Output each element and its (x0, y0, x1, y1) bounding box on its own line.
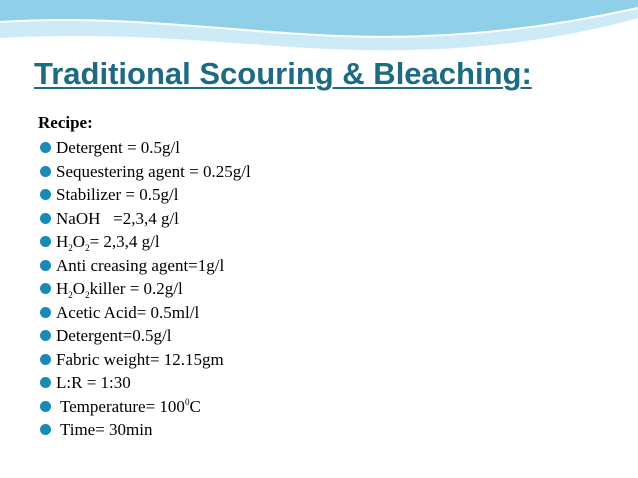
recipe-label: Recipe: (38, 113, 93, 132)
formula-subscript: 2 (85, 243, 90, 253)
bullet-icon (40, 260, 51, 271)
bullet-icon (40, 330, 51, 341)
header-wave-decoration (0, 0, 638, 60)
bullet-icon (40, 213, 51, 224)
formula-o: O (72, 279, 86, 298)
list-item (40, 371, 251, 395)
item-text: killer = 0.2g/l (89, 279, 183, 298)
recipe-list (40, 136, 251, 442)
list-item (40, 136, 251, 160)
list-item (40, 254, 251, 278)
degree-superscript: 0 (184, 396, 190, 407)
bullet-icon (40, 401, 51, 412)
formula-subscript: 2 (68, 243, 73, 253)
formula-h: H (56, 279, 69, 298)
bullet-icon (40, 283, 51, 294)
list-item (40, 348, 251, 372)
item-text: Time= 30min (56, 420, 153, 439)
bullet-icon (40, 424, 51, 435)
list-item (40, 277, 251, 301)
list-item (40, 183, 251, 207)
item-text: L:R = 1:30 (56, 373, 131, 392)
item-text: Anti creasing agent=1g/l (56, 255, 225, 275)
list-item (40, 395, 251, 419)
list-item (40, 301, 251, 325)
list-item (40, 230, 251, 254)
bullet-icon (40, 307, 51, 318)
bullet-icon (40, 142, 51, 153)
list-item (40, 160, 251, 184)
slide-title: Traditional Scouring & Bleaching: (34, 56, 532, 91)
item-text-unit: C (189, 396, 201, 416)
item-text: Fabric weight= 12.15gm (56, 349, 224, 369)
bullet-icon (40, 236, 51, 247)
bullet-icon (40, 189, 51, 200)
item-text: Sequestering agent = 0.25g/l (56, 161, 251, 181)
bullet-icon (40, 354, 51, 365)
bullet-icon (40, 166, 51, 177)
list-item (40, 324, 251, 348)
item-text: Detergent = 0.5g/l (56, 138, 180, 157)
list-item (40, 418, 251, 442)
item-text: Detergent=0.5g/l (56, 326, 172, 345)
list-item (40, 207, 251, 231)
item-text: = 2,3,4 g/l (89, 232, 160, 251)
formula-o: O (72, 232, 86, 251)
formula-h: H (56, 232, 69, 251)
item-text: NaOH =2,3,4 g/l (56, 208, 179, 228)
bullet-icon (40, 377, 51, 388)
formula-subscript: 2 (85, 290, 90, 300)
item-text: Temperature= 100 (56, 396, 185, 416)
formula-subscript: 2 (68, 290, 73, 300)
item-text: Acetic Acid= 0.5ml/l (56, 302, 200, 322)
item-text: Stabilizer = 0.5g/l (56, 185, 179, 204)
